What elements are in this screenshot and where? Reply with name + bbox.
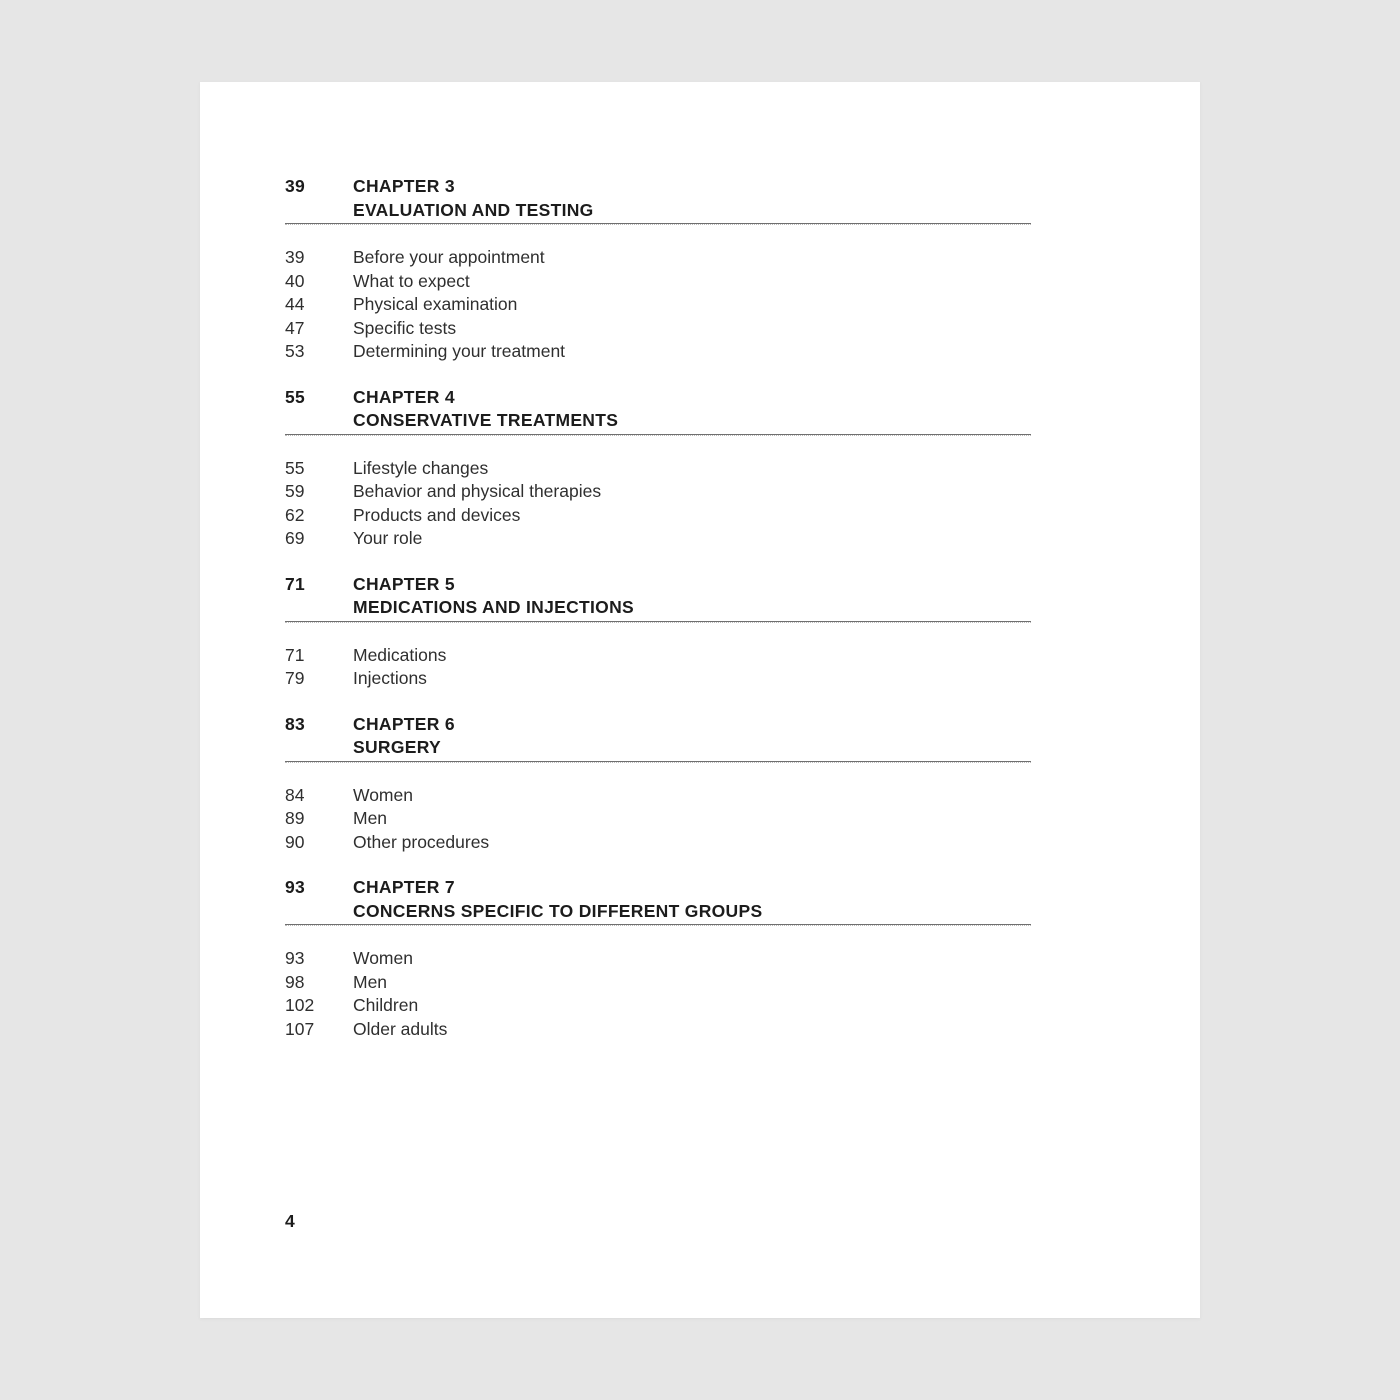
entry-page-number: 44 — [285, 294, 305, 314]
entry-page-number: 47 — [285, 317, 305, 338]
chapter-rule — [285, 924, 1031, 926]
toc-entry-row — [285, 667, 1031, 691]
chapter-label: CHAPTER 3 — [353, 176, 455, 196]
chapter-page-number: 71 — [285, 573, 306, 594]
chapter-heading — [285, 386, 1031, 433]
entry-page-number: 39 — [285, 247, 305, 267]
chapter-title: EVALUATION AND TESTING — [353, 199, 594, 220]
toc-entry-row — [285, 994, 1031, 1018]
entry-title: Injections — [353, 668, 427, 688]
chapter-title: CONCERNS SPECIFIC TO DIFFERENT GROUPS — [353, 900, 763, 921]
toc-entry-row — [285, 947, 1031, 971]
toc-entry-row — [285, 644, 1031, 668]
entry-title: Lifestyle changes — [353, 457, 489, 478]
entry-page-number: 90 — [285, 831, 305, 852]
table-of-contents — [285, 175, 1031, 1063]
entry-title: Older adults — [353, 1018, 448, 1039]
entry-title: Men — [353, 808, 388, 828]
chapter-title-block — [353, 876, 762, 923]
toc-section — [285, 876, 1031, 1041]
entry-page-number: 71 — [285, 644, 305, 665]
entry-page-number: 55 — [285, 457, 305, 478]
entry-page-number: 62 — [285, 504, 305, 525]
chapter-label: CHAPTER 7 — [353, 877, 455, 897]
chapter-page-number: 55 — [285, 386, 306, 407]
chapter-heading — [285, 713, 1031, 760]
chapter-page-number: 83 — [285, 713, 306, 734]
entry-page-number: 89 — [285, 808, 305, 828]
chapter-page-number: 39 — [285, 176, 306, 196]
chapter-title: CONSERVATIVE TREATMENTS — [353, 410, 619, 430]
chapter-title-block — [353, 573, 634, 620]
entry-title: Men — [353, 971, 388, 992]
chapter-heading — [285, 876, 1031, 923]
toc-section — [285, 175, 1031, 364]
chapter-title: MEDICATIONS AND INJECTIONS — [353, 597, 635, 617]
entry-page-number: 84 — [285, 784, 305, 805]
toc-entry-row — [285, 246, 1031, 270]
toc-entry-row — [285, 971, 1031, 995]
chapter-rule — [285, 761, 1031, 763]
chapter-entries — [285, 947, 1031, 1041]
toc-entry-row — [285, 831, 1031, 855]
entry-title: What to expect — [353, 270, 470, 291]
chapter-rule — [285, 621, 1031, 623]
footer-page-number: 4 — [285, 1211, 295, 1231]
entry-title: Medications — [353, 644, 447, 665]
entry-page-number: 53 — [285, 341, 305, 361]
entry-page-number: 98 — [285, 971, 305, 992]
chapter-entries — [285, 644, 1031, 691]
toc-entry-row — [285, 504, 1031, 528]
entry-title: Physical examination — [353, 294, 518, 314]
chapter-heading — [285, 175, 1031, 222]
entry-title: Other procedures — [353, 831, 490, 852]
chapter-entries — [285, 457, 1031, 551]
toc-entry-row — [285, 293, 1031, 317]
entry-page-number: 69 — [285, 528, 305, 548]
book-page — [200, 82, 1200, 1318]
chapter-label: CHAPTER 5 — [353, 573, 455, 594]
toc-entry-row — [285, 270, 1031, 294]
chapter-title-block — [353, 386, 618, 433]
entry-title: Your role — [353, 528, 423, 548]
toc-section — [285, 573, 1031, 691]
toc-entry-row — [285, 317, 1031, 341]
entry-title: Behavior and physical therapies — [353, 481, 602, 501]
toc-entry-row — [285, 457, 1031, 481]
entry-page-number: 79 — [285, 668, 305, 688]
chapter-label: CHAPTER 6 — [353, 713, 455, 734]
chapter-rule — [285, 223, 1031, 225]
chapter-page-number: 93 — [285, 877, 306, 897]
entry-page-number: 40 — [285, 270, 305, 291]
toc-section — [285, 713, 1031, 855]
toc-entry-row — [285, 340, 1031, 364]
chapter-heading — [285, 573, 1031, 620]
toc-section — [285, 386, 1031, 551]
entry-title: Women — [353, 784, 413, 805]
entry-page-number: 59 — [285, 481, 305, 501]
chapter-label: CHAPTER 4 — [353, 386, 455, 407]
chapter-rule — [285, 434, 1031, 436]
chapter-entries — [285, 784, 1031, 855]
chapter-entries — [285, 246, 1031, 364]
entry-page-number: 107 — [285, 1018, 315, 1039]
entry-title: Specific tests — [353, 317, 457, 338]
toc-entry-row — [285, 1018, 1031, 1042]
toc-entry-row — [285, 527, 1031, 551]
chapter-title-block — [353, 175, 594, 222]
entry-page-number: 93 — [285, 948, 305, 968]
entry-title: Determining your treatment — [353, 341, 566, 361]
toc-sections — [285, 175, 1031, 1041]
toc-entry-row — [285, 784, 1031, 808]
entry-title: Children — [353, 995, 419, 1015]
chapter-title-block — [353, 713, 455, 760]
entry-title: Women — [353, 948, 413, 968]
toc-entry-row — [285, 807, 1031, 831]
toc-entry-row — [285, 480, 1031, 504]
chapter-title: SURGERY — [353, 737, 441, 757]
entry-title: Before your appointment — [353, 247, 545, 267]
entry-page-number: 102 — [285, 995, 315, 1015]
entry-title: Products and devices — [353, 504, 521, 525]
